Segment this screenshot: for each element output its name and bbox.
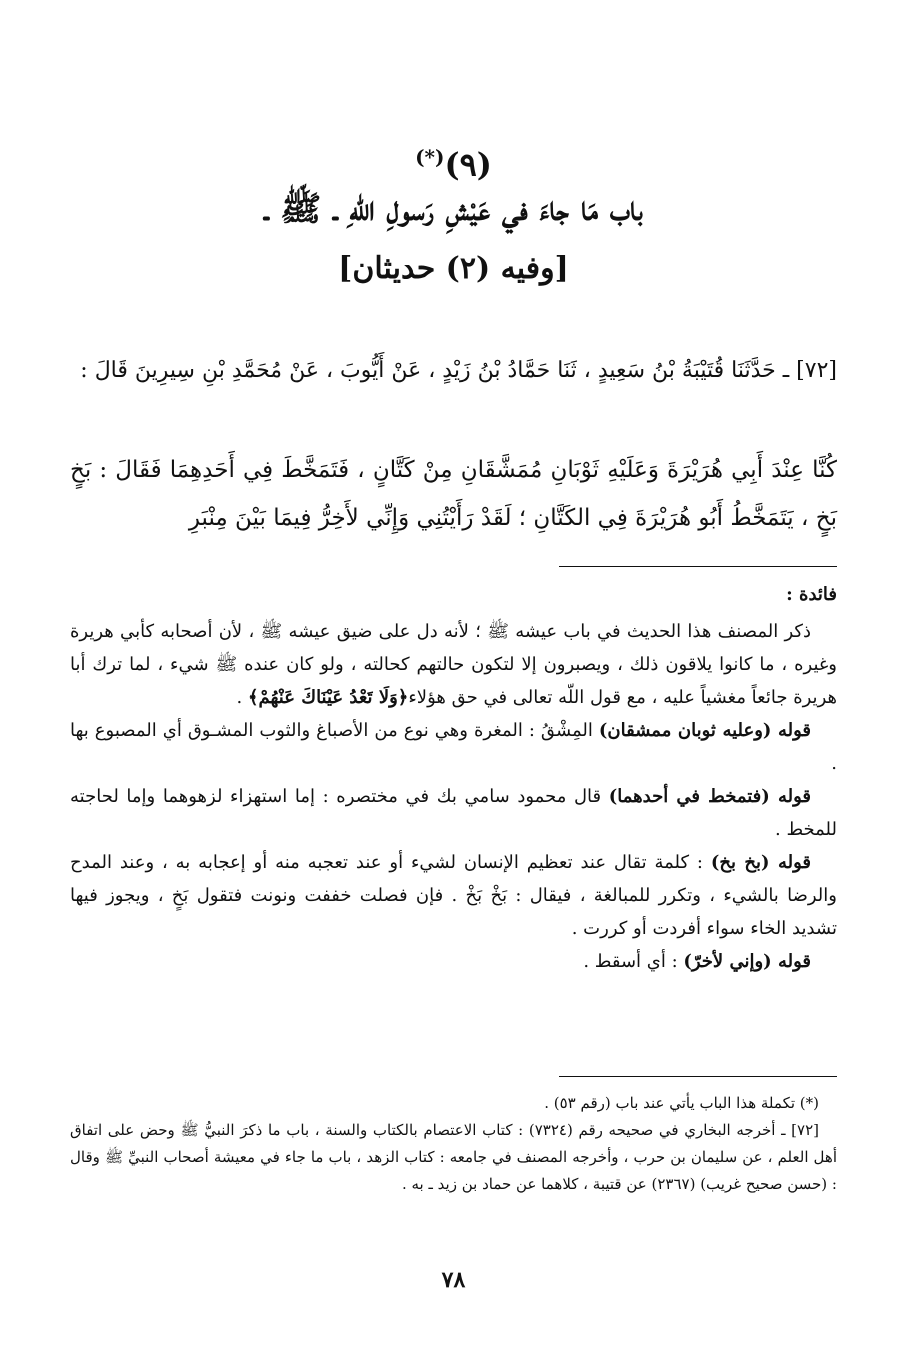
main-divider bbox=[559, 566, 837, 567]
footnote-1: (*) تكملة هذا الباب يأتي عند باب (رقم ٥٣) . bbox=[544, 1094, 819, 1112]
page-number: ٧٨ bbox=[441, 1267, 466, 1293]
chapter-footnote-marker: (*) bbox=[415, 145, 445, 169]
commentary-paragraph-4 bbox=[70, 846, 837, 945]
commentary-p2-text: المِشْقُ : المغرة وهي نوع من الأصباغ والثوب المشـوق أي المصبوع بها . bbox=[70, 720, 837, 774]
commentary-paragraph-5 bbox=[70, 945, 837, 978]
commentary-p1-end: . bbox=[236, 687, 248, 708]
commentary-paragraph-3 bbox=[70, 780, 837, 846]
commentary-p4-text: : كلمة تقال عند تعظيم الإنسان لشيء أو عند تعجبه منه أو إعجابه به ، وعند المدح والرضا بالشيء ، وتكرر للمبالغة ، فيقال : بَخْ بَخْ . فإن فصلت خففت ونونت فتقول بَخٍ ، ويجوز فيها تشديد الخاء سواء أفردت أو كررت . bbox=[70, 852, 837, 939]
commentary-paragraph-2 bbox=[70, 714, 837, 780]
commentary-p4-label: قوله (بخ بخ) bbox=[710, 852, 811, 873]
chapter-subtitle: [وفيه (٢) حديثان] bbox=[338, 251, 569, 286]
footnotes-section bbox=[70, 1090, 837, 1198]
commentary-p2-label: قوله (وعليه ثوبان ممشقان) bbox=[598, 720, 812, 741]
commentary-p5-label: قوله (وإني لأخرّ) bbox=[683, 951, 811, 972]
chapter-number bbox=[70, 137, 837, 185]
commentary-p3-label: قوله (فتمخط في أحدهما) bbox=[608, 786, 812, 807]
commentary-paragraph-1 bbox=[70, 615, 837, 714]
chapter-title: باب مَا جاءَ في عَيْشِ رَسولِ اللّهِ ـ ﷺ ـ bbox=[264, 189, 643, 229]
commentary-p1-text: ذكر المصنف هذا الحديث في باب عيشه ﷺ ؛ لأنه دل على ضيق عيشه ﷺ ، لأن أصحابه كأبي هريرة وغيره ، ما كانوا يلاقون ذلك ، ويصبرون إلا لتكون حالتهم كحالته ، ولو كان عنده ﷺ شيء ، لما ترك أبا هريرة جائعاً مغشياً عليه ، مع قول اللّه تعالى في حق هؤلاء bbox=[70, 621, 837, 708]
book-page bbox=[70, 0, 837, 1367]
quran-quote: ﴿وَلَا تَعْدُ عَيْنَاكَ عَنْهُمْ﴾ bbox=[247, 687, 409, 708]
commentary-heading: فائدة : bbox=[786, 584, 837, 605]
commentary-p3-text: قال محمود سامي بك في مختصره : إما استهزاء لزهوهما وإما لحاجته للمخط . bbox=[70, 786, 837, 840]
footnote-2: [٧٢] ـ أخرجه البخاري في صحيحه رقم (٧٣٢٤) : كتاب الاعتصام بالكتاب والسنة ، باب ما ذكرَ النبيُّ ﷺ وحض على اتفاق أهل العلم ، عن سليمان بن حرب ، وأخرجه المصنف في جامعه : كتاب الزهد ، باب ما جاء في معيشة أصحاب النبيِّ ﷺ وقال : (حسن صحيح غريب) (٢٣٦٧) عن قتيبة ، كلاهما عن حماد بن زيد ـ به . bbox=[70, 1121, 837, 1193]
commentary-p5-text: : أي أسقط . bbox=[583, 951, 684, 972]
hadith-text: كُنَّا عِنْدَ أَبِي هُرَيْرَةَ وَعَلَيْهِ ثَوْبَانِ مُمَشَّقَانِ مِنْ كَتَّانٍ ، فَتَمَخَّطَ فِي أَحَدِهِمَا فَقَالَ : بَخٍ بَخٍ ، يَتَمَخَّطُ أَبُو هُرَيْرَةَ فِي الكَتَّانِ ؛ لَقَدْ رَأَيْتُنِي وَإِنِّي لأَخِرُّ فِيمَا بَيْنَ مِنْبَرِ bbox=[70, 457, 837, 531]
commentary-section bbox=[70, 578, 837, 978]
footnotes-divider bbox=[559, 1076, 837, 1077]
hadith-chain: [٧٢] ـ حَدَّثَنَا قُتَيْبَةُ بْنُ سَعِيدٍ ، ثَنَا حَمَّادُ بْنُ زَيْدٍ ، عَنْ أَيُّوبَ ، عَنْ مُحَمَّدِ بْنِ سِيرِينَ قَالَ : bbox=[80, 358, 837, 383]
chapter-number-text: (٩) bbox=[444, 145, 492, 184]
